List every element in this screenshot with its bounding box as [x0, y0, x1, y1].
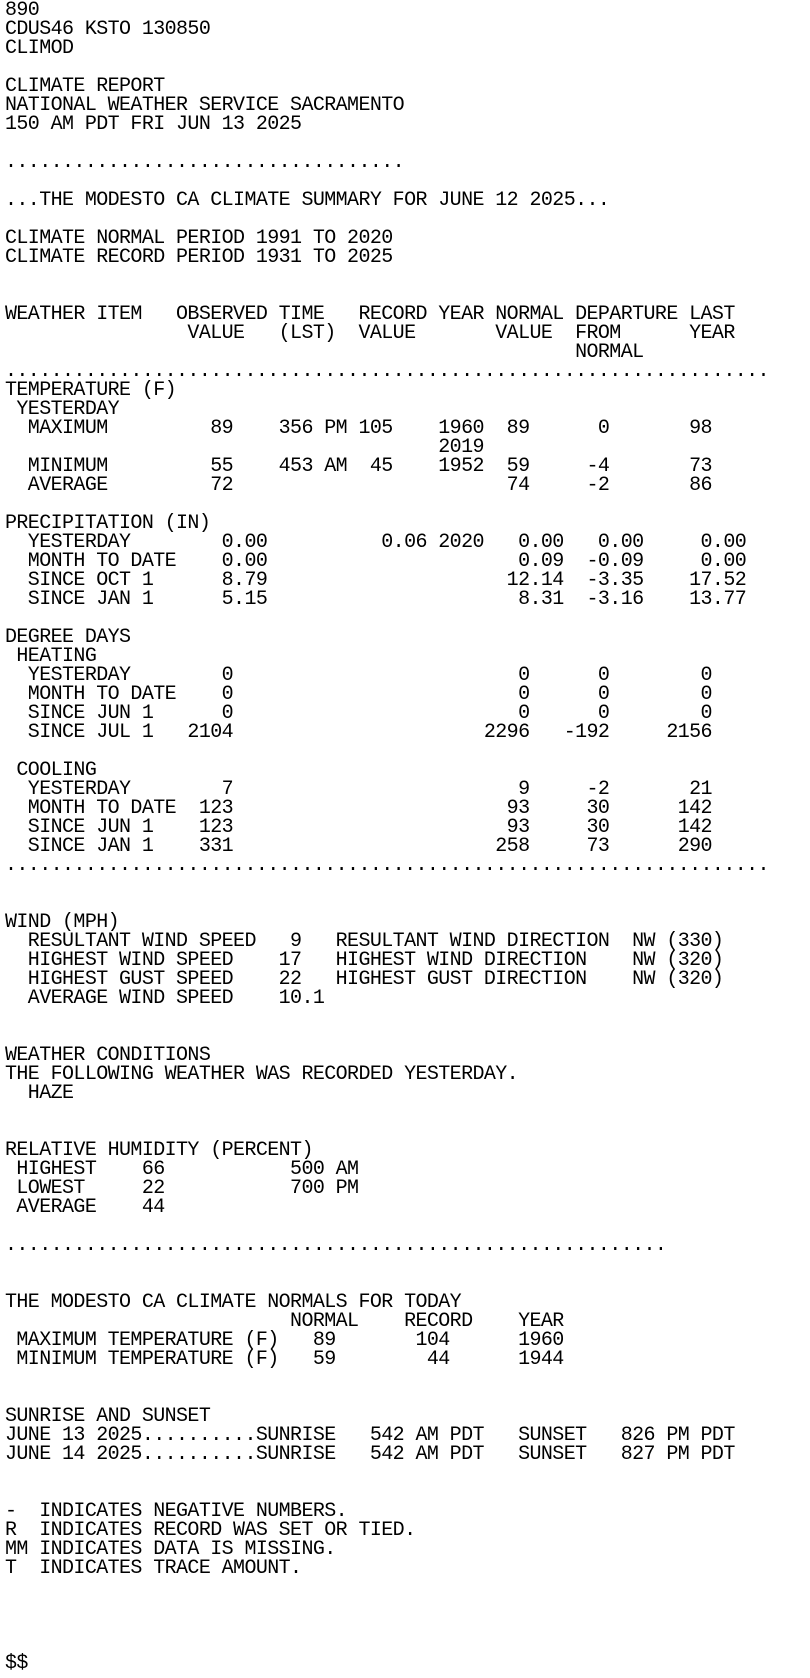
report-line: R INDICATES RECORD WAS SET OR TIED.	[5, 1519, 416, 1542]
report-line: 150 AM PDT FRI JUN 13 2025	[5, 113, 302, 136]
report-line: ..........................................................	[5, 1234, 667, 1257]
report-line: 2019	[5, 436, 484, 459]
report-line	[5, 1635, 810, 1654]
report-line: PRECIPITATION (IN)	[5, 512, 211, 535]
report-line: YESTERDAY 0.00 0.06 2020 0.00 0.00 0.00	[5, 531, 747, 554]
report-line: SINCE OCT 1 8.79 12.14 -3.35 17.52	[5, 569, 747, 592]
report-line: SINCE JUL 1 2104 2296 -192 2156	[5, 721, 712, 744]
report-line: YESTERDAY	[5, 398, 120, 421]
report-line	[5, 1578, 810, 1597]
report-line	[5, 1597, 810, 1616]
report-line	[5, 1103, 810, 1122]
report-line: MAXIMUM 89 356 PM 105 1960 89 0 98	[5, 417, 712, 440]
report-line: THE MODESTO CA CLIMATE NORMALS FOR TODAY	[5, 1291, 462, 1314]
report-line: HAZE	[5, 1082, 74, 1105]
report-line: SINCE JAN 1 331 258 73 290	[5, 835, 712, 858]
report-line: MINIMUM TEMPERATURE (F) 59 44 1944	[5, 1348, 564, 1371]
report-line: CLIMATE NORMAL PERIOD 1991 TO 2020	[5, 227, 393, 250]
report-line: JUNE 13 2025..........SUNRISE 542 AM PDT SUNSET 826 PM PDT	[5, 1424, 735, 1447]
report-line: NATIONAL WEATHER SERVICE SACRAMENTO	[5, 94, 405, 117]
report-line: T INDICATES TRACE AMOUNT.	[5, 1557, 302, 1580]
report-line: YESTERDAY 0 0 0 0	[5, 664, 712, 687]
report-line: NORMAL RECORD YEAR	[5, 1310, 564, 1333]
report-line: ...THE MODESTO CA CLIMATE SUMMARY FOR JUNE 12 2025...	[5, 189, 610, 212]
report-line: MONTH TO DATE 0.00 0.09 -0.09 0.00	[5, 550, 747, 573]
report-line	[5, 1008, 810, 1027]
report-line: LOWEST 22 700 PM	[5, 1177, 359, 1200]
report-line: - INDICATES NEGATIVE NUMBERS.	[5, 1500, 348, 1523]
report-line: THE FOLLOWING WEATHER WAS RECORDED YESTERDAY.	[5, 1063, 519, 1086]
report-line: ...................................	[5, 151, 405, 174]
report-line: RELATIVE HUMIDITY (PERCENT)	[5, 1139, 313, 1162]
report-line: ...................................................................	[5, 854, 769, 877]
report-line: AVERAGE 72 74 -2 86	[5, 474, 712, 497]
report-line: MINIMUM 55 453 AM 45 1952 59 -4 73	[5, 455, 712, 478]
report-line: NORMAL	[5, 341, 644, 364]
report-line	[5, 267, 810, 286]
report-line	[5, 1255, 810, 1274]
report-line: HEATING	[5, 645, 97, 668]
report-line: AVERAGE 44	[5, 1196, 165, 1219]
report-line: SUNRISE AND SUNSET	[5, 1405, 211, 1428]
report-line	[5, 875, 810, 894]
report-line: CLIMOD	[5, 37, 74, 60]
report-line: ...................................................................	[5, 360, 769, 383]
report-line: WIND (MPH)	[5, 911, 120, 934]
report-line: SINCE JAN 1 5.15 8.31 -3.16 13.77	[5, 588, 747, 611]
report-line: HIGHEST WIND SPEED 17 HIGHEST WIND DIRECTION NW (320)	[5, 949, 724, 972]
report-line: MONTH TO DATE 123 93 30 142	[5, 797, 712, 820]
report-line: CLIMATE REPORT	[5, 75, 165, 98]
report-line: YESTERDAY 7 9 -2 21	[5, 778, 712, 801]
report-line: RESULTANT WIND SPEED 9 RESULTANT WIND DIRECTION NW (330)	[5, 930, 724, 953]
report-line: WEATHER CONDITIONS	[5, 1044, 211, 1067]
report-line: AVERAGE WIND SPEED 10.1	[5, 987, 325, 1010]
report-line: MM INDICATES DATA IS MISSING.	[5, 1538, 336, 1561]
report-line: HIGHEST 66 500 AM	[5, 1158, 359, 1181]
report-line	[5, 1369, 810, 1388]
report-line: CLIMATE RECORD PERIOD 1931 TO 2025	[5, 246, 393, 269]
report-line: CDUS46 KSTO 130850	[5, 18, 211, 41]
report-line	[5, 1616, 810, 1635]
report-line	[5, 742, 810, 761]
report-line: MAXIMUM TEMPERATURE (F) 89 104 1960	[5, 1329, 564, 1352]
report-line: HIGHEST GUST SPEED 22 HIGHEST GUST DIRECTION NW (320)	[5, 968, 724, 991]
report-line: SINCE JUN 1 0 0 0 0	[5, 702, 712, 725]
report-line: MONTH TO DATE 0 0 0 0	[5, 683, 712, 706]
report-line: 890	[5, 0, 40, 22]
report-line: DEGREE DAYS	[5, 626, 131, 649]
report-line: SINCE JUN 1 123 93 30 142	[5, 816, 712, 839]
report-line: WEATHER ITEM OBSERVED TIME RECORD YEAR NORMAL DEPARTURE LAST	[5, 303, 735, 326]
report-line	[5, 894, 810, 913]
report-line: TEMPERATURE (F)	[5, 379, 177, 402]
report-line	[5, 1464, 810, 1483]
report-line: JUNE 14 2025..........SUNRISE 542 AM PDT SUNSET 827 PM PDT	[5, 1443, 735, 1466]
report-line: $$	[5, 1652, 28, 1675]
report-line: VALUE (LST) VALUE VALUE FROM YEAR	[5, 322, 735, 345]
report-line: COOLING	[5, 759, 97, 782]
